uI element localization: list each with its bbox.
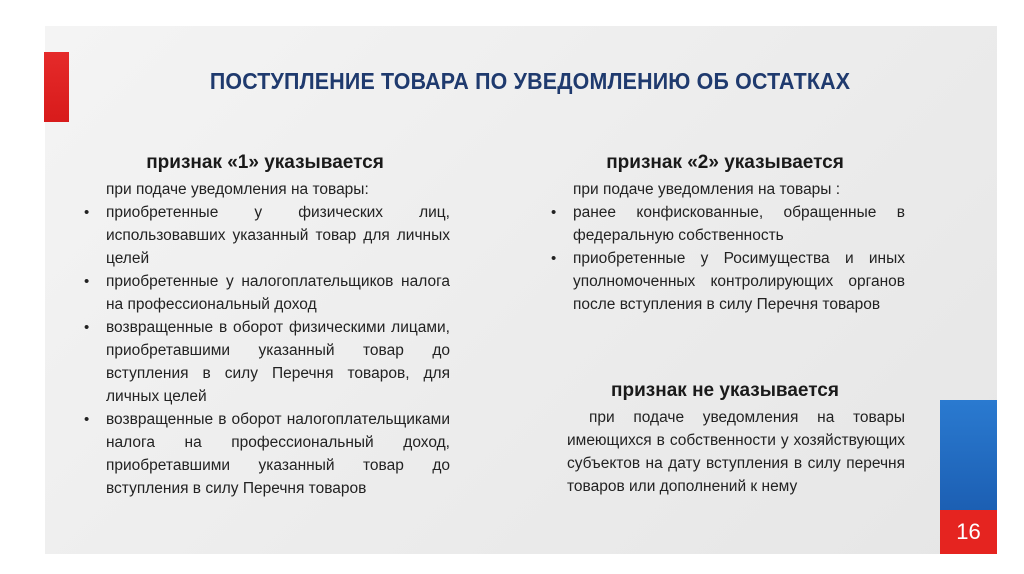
list-item: • приобретенные у физических лиц, использовавших указанный товар для личных целей [80,201,450,270]
list-item: • возвращенные в оборот физическими лицами, приобретавшими указанный товар до вступления в силу Перечня товаров, для личных целей [80,316,450,408]
bullet-icon: • [84,411,90,428]
right-heading: признак «2» указывается [606,152,844,173]
list-item: • приобретенные у Росимущества и иных уполномоченных контролирующих органов после вступления в силу Перечня товаров [545,247,905,316]
bullet-icon: • [551,250,557,267]
bullet-icon: • [84,273,90,290]
bullet-icon: • [551,204,557,221]
right-list [545,201,905,316]
list-item: • приобретенные у налогоплательщиков налога на профессиональный доход [80,270,450,316]
left-list [80,201,450,500]
no-sign-section [545,378,905,498]
accent-block-blue [940,400,997,510]
left-intro: при подаче уведомления на товары: [106,181,369,198]
page-title: ПОСТУПЛЕНИЕ ТОВАРА ПО УВЕДОМЛЕНИЮ ОБ ОСТАТКАХ [209,68,851,94]
accent-bar-red [44,52,69,122]
right-column [545,150,905,316]
page-number: 16 [940,510,997,554]
list-item: • возвращенные в оборот налогоплательщиками налога на профессиональный доход, приобретавшими указанный товар до вступления в силу Перечня товаров [80,408,450,500]
left-column [80,150,450,500]
bullet-icon: • [84,319,90,336]
right-intro: при подаче уведомления на товары : [573,181,841,198]
no-sign-heading: признак не указывается [611,380,839,401]
bullet-icon: • [84,204,90,221]
no-sign-text: при подаче уведомления на товары имеющихся в собственности у хозяйствующих субъектов на дату вступления в силу перечня товаров или дополнений к нему [567,409,905,495]
left-heading: признак «1» указывается [146,152,384,173]
list-item: • ранее конфискованные, обращенные в федеральную собственность [545,201,905,247]
